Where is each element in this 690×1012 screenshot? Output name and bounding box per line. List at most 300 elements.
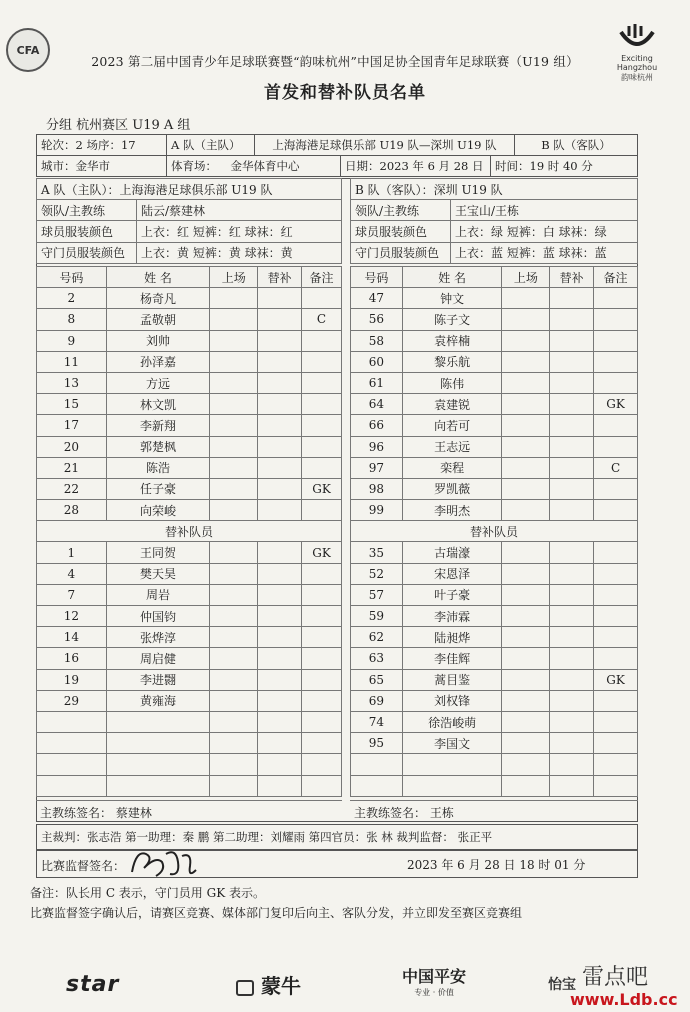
team-a-cell-note [302, 669, 342, 690]
team-b-cell-on [502, 478, 550, 499]
team-b-cell-no: 62 [351, 627, 403, 648]
team-a-cell-on [210, 351, 258, 372]
team-b-cell-on [502, 584, 550, 605]
team-b-cell-on [502, 690, 550, 711]
team-a-label: A 队（主队） [167, 135, 255, 156]
team-b-cell-name [402, 775, 502, 796]
team-b-cell-on [502, 627, 550, 648]
team-a-cell-name: 向荣峻 [106, 500, 210, 521]
team-a-cell-on [210, 542, 258, 563]
team-a-roster [36, 266, 342, 797]
team-b-label: B 队（客队） [515, 135, 638, 156]
team-b-sub-row [351, 584, 638, 605]
team-a-cell-name: 任子豪 [106, 478, 210, 499]
team-a-cell-note: GK [302, 478, 342, 499]
team-a-cell-sub [258, 648, 302, 669]
team-a-cell-no: 2 [37, 288, 107, 309]
team-a-cell-sub [258, 457, 302, 478]
team-a-cell-sub [258, 584, 302, 605]
team-b-cell-no: 99 [351, 500, 403, 521]
team-a-cell-note [302, 500, 342, 521]
team-b-cell-on [502, 288, 550, 309]
team-a-cell-on [210, 436, 258, 457]
team-a-cell-no: 28 [37, 500, 107, 521]
team-b-cell-name: 李明杰 [402, 500, 502, 521]
team-b-roster [350, 266, 638, 797]
team-a-cell-on [210, 457, 258, 478]
team-b-cell-note [594, 606, 638, 627]
team-b-cell-note [594, 733, 638, 754]
team-b-cell-name: 袁梓楠 [402, 330, 502, 351]
team-b-cell-note [594, 436, 638, 457]
team-a-cell-name: 张烨淳 [106, 627, 210, 648]
team-a-cell-name: 李进翾 [106, 669, 210, 690]
note-line-1: 备注：队长用 C 表示，守门员用 GK 表示。 [30, 886, 265, 900]
team-a-sub-row [37, 542, 342, 563]
team-b-cell-sub [550, 372, 594, 393]
team-a-cell-on [210, 478, 258, 499]
team-a-cell-name: 刘帅 [106, 330, 210, 351]
team-b-empty-row [351, 775, 638, 796]
team-b-cell-sub [550, 648, 594, 669]
team-b-empty-row [351, 754, 638, 775]
team-a-cell-sub [258, 627, 302, 648]
team-a-cell-note [302, 372, 342, 393]
hangzhou-logo-cn: 韵味杭州 [621, 73, 653, 82]
team-a-starter-row [37, 478, 342, 499]
team-a-cell-name: 方远 [106, 372, 210, 393]
team-b-cell-name: 栾程 [402, 457, 502, 478]
team-b-cell-on [502, 775, 550, 796]
team-b-cell-sub [550, 733, 594, 754]
team-a-cell-note [302, 330, 342, 351]
team-b-cell-sub [550, 288, 594, 309]
team-a-cell-name: 李新翔 [106, 415, 210, 436]
team-b-cell-name: 钟文 [402, 288, 502, 309]
team-a-col-4: 备注 [302, 267, 342, 288]
team-b-cell-note [594, 330, 638, 351]
team-a-cell-on [210, 648, 258, 669]
team-a-cell-name: 仲国钧 [106, 606, 210, 627]
team-a-starter-row [37, 309, 342, 330]
team-a-starter-row [37, 288, 342, 309]
team-b-col-3: 替补 [550, 267, 594, 288]
sponsor-star: star [66, 972, 120, 997]
hangzhou-logo-icon [615, 22, 659, 54]
team-b-cell-no: 60 [351, 351, 403, 372]
competition-title: 2023 第二届中国青少年足球联赛暨“韵味杭州”中国足协全国青年足球联赛（U19 组） [91, 54, 579, 69]
team-a-cell-sub [258, 606, 302, 627]
team-b-cell-on [502, 394, 550, 415]
team-b-cell-note [594, 754, 638, 775]
team-b-leader-label: 领队/主教练 [351, 200, 451, 221]
team-b-cell-no: 56 [351, 309, 403, 330]
matchup-cell: 上海海港足球俱乐部 U19 队—深圳 U19 队 [255, 135, 515, 156]
team-a-cell-sub [258, 330, 302, 351]
team-b-cell-sub [550, 457, 594, 478]
team-a-gk-kit-label: 守门员服装颜色 [37, 242, 137, 263]
team-b-cell-name: 刘权锋 [402, 690, 502, 711]
team-a-cell-note [302, 415, 342, 436]
team-a-cell-no: 1 [37, 542, 107, 563]
team-a-cell-no: 14 [37, 627, 107, 648]
team-b-cell-no [351, 754, 403, 775]
team-b-cell-note [594, 288, 638, 309]
team-b-starter-row [351, 330, 638, 351]
team-b-header: B 队（客队）：深圳 U19 队 [351, 179, 638, 200]
team-a-cell-sub [258, 500, 302, 521]
team-b-cell-no: 65 [351, 669, 403, 690]
team-a-cell-note [302, 775, 342, 796]
team-a-cell-sub [258, 436, 302, 457]
team-a-cell-sub [258, 711, 302, 732]
officials-line: 主裁判：张志浩 第一助理：秦 鹏 第二助理：刘耀雨 第四官员：张 林 裁判监督： 张正平 [36, 824, 638, 850]
team-b-cell-no: 95 [351, 733, 403, 754]
team-a-cell-on [210, 372, 258, 393]
team-b-cell-name: 徐浩峻萌 [402, 711, 502, 732]
team-b-cell-no: 59 [351, 606, 403, 627]
team-b-cell-sub [550, 775, 594, 796]
date-cell: 日期：2023 年 6 月 28 日 [341, 156, 491, 177]
team-a-cell-name: 周启健 [106, 648, 210, 669]
team-b-cell-name: 向若可 [402, 415, 502, 436]
team-a-header: A 队（主队）：上海海港足球俱乐部 U19 队 [37, 179, 342, 200]
team-a-cell-no: 12 [37, 606, 107, 627]
team-a-cell-note [302, 733, 342, 754]
team-b-cell-on [502, 733, 550, 754]
team-b-starter-row [351, 309, 638, 330]
team-a-cell-no [37, 775, 107, 796]
team-a-cell-sub [258, 542, 302, 563]
team-a-cell-name: 杨奇凡 [106, 288, 210, 309]
team-b-cell-name: 袁建锐 [402, 394, 502, 415]
team-b-gk-kit: 上衣：蓝 短裤：蓝 球袜：蓝 [451, 242, 638, 263]
team-a-starter-row [37, 436, 342, 457]
team-b-cell-name: 陈子文 [402, 309, 502, 330]
round-cell: 轮次：2 场序：17 [37, 135, 167, 156]
team-b-starter-row [351, 394, 638, 415]
sponsor-pingan-sub: 专业 · 价值 [414, 988, 454, 997]
team-a-cell-no: 8 [37, 309, 107, 330]
team-a-cell-no [37, 733, 107, 754]
signed-at: 2023 年 6 月 28 日 18 时 01 分 [407, 858, 586, 872]
team-a-empty-row [37, 754, 342, 775]
team-a-leader-label: 领队/主教练 [37, 200, 137, 221]
page-title: 首发和替补队员名单 [264, 83, 426, 103]
team-a-cell-sub [258, 415, 302, 436]
team-b-cell-on [502, 436, 550, 457]
team-a-cell-note [302, 690, 342, 711]
team-a-cell-name: 孟敬朝 [106, 309, 210, 330]
team-b-starter-row [351, 372, 638, 393]
team-a-starter-row [37, 394, 342, 415]
team-b-cell-sub [550, 330, 594, 351]
team-a-cell-sub [258, 775, 302, 796]
team-b-cell-no: 98 [351, 478, 403, 499]
team-b-cell-sub [550, 690, 594, 711]
team-b-cell-name: 李国文 [402, 733, 502, 754]
team-a-cell-name: 周岩 [106, 584, 210, 605]
team-a-col-1: 姓 名 [106, 267, 210, 288]
team-b-cell-note [594, 500, 638, 521]
team-a-empty-row [37, 711, 342, 732]
team-b-cell-note [594, 478, 638, 499]
team-b-cell-name: 罗凯薇 [402, 478, 502, 499]
team-b-sub-row [351, 669, 638, 690]
team-a-cell-sub [258, 733, 302, 754]
team-a-sub-row [37, 584, 342, 605]
team-b-cell-no: 35 [351, 542, 403, 563]
team-b-starter-row [351, 436, 638, 457]
team-a-starter-row [37, 457, 342, 478]
team-a-sub-row [37, 690, 342, 711]
team-a-cell-note [302, 627, 342, 648]
team-a-cell-name: 黄雍海 [106, 690, 210, 711]
team-a-starter-row [37, 330, 342, 351]
team-a-sub-row [37, 563, 342, 584]
team-b-cell-no: 58 [351, 330, 403, 351]
team-a-cell-sub [258, 754, 302, 775]
team-b-cell-note: GK [594, 394, 638, 415]
team-a-cell-note [302, 563, 342, 584]
team-b-cell-sub [550, 394, 594, 415]
team-a-cell-on [210, 690, 258, 711]
team-a-sub-row [37, 627, 342, 648]
sponsor-pingan [402, 964, 466, 998]
team-a-cell-on [210, 394, 258, 415]
team-b-cell-on [502, 330, 550, 351]
team-a-sub-row [37, 648, 342, 669]
team-b-starter-row [351, 457, 638, 478]
team-b-cell-name: 李沛霖 [402, 606, 502, 627]
team-a-cell-sub [258, 669, 302, 690]
team-b-starter-row [351, 478, 638, 499]
team-a-cell-note [302, 754, 342, 775]
team-a-cell-note [302, 288, 342, 309]
hangzhou-logo-en: Exciting Hangzhou [616, 54, 658, 72]
team-b-cell-note [594, 648, 638, 669]
team-b-subs-divider [351, 521, 638, 542]
team-b-col-1: 姓 名 [402, 267, 502, 288]
match-info-table [36, 134, 638, 156]
team-b-cell-no: 64 [351, 394, 403, 415]
team-b-cell-note [594, 542, 638, 563]
team-b-sub-row [351, 648, 638, 669]
team-b-sub-row [351, 733, 638, 754]
team-a-info [36, 178, 342, 264]
team-b-col-2: 上场 [502, 267, 550, 288]
team-b-subs-label: 替补队员 [351, 521, 638, 542]
team-a-cell-note: C [302, 309, 342, 330]
mengniu-icon [236, 980, 254, 996]
team-a-cell-name: 孙泽嘉 [106, 351, 210, 372]
team-a-cell-note [302, 606, 342, 627]
team-a-cell-note [302, 584, 342, 605]
team-b-cell-name: 蒿目鉴 [402, 669, 502, 690]
team-a-cell-on [210, 563, 258, 584]
team-a-cell-note [302, 711, 342, 732]
team-a-starter-row [37, 372, 342, 393]
team-b-cell-sub [550, 415, 594, 436]
team-b-cell-note [594, 775, 638, 796]
team-b-kit-label: 球员服装颜色 [351, 221, 451, 242]
team-b-cell-name: 古瑞濠 [402, 542, 502, 563]
time-cell: 时间：19 时 40 分 [491, 156, 638, 177]
team-b-cell-name: 李佳辉 [402, 648, 502, 669]
team-b-sub-row [351, 711, 638, 732]
team-b-cell-sub [550, 563, 594, 584]
team-b-cell-sub [550, 542, 594, 563]
team-a-cell-sub [258, 288, 302, 309]
team-b-cell-sub [550, 606, 594, 627]
team-a-cell-name: 陈浩 [106, 457, 210, 478]
team-a-cell-no: 4 [37, 563, 107, 584]
team-a-col-0: 号码 [37, 267, 107, 288]
team-b-cell-no: 57 [351, 584, 403, 605]
note-line-2: 比赛监督签字确认后，请赛区竞赛、媒体部门复印后向主、客队分发，并立即发至赛区竞赛组 [30, 906, 523, 920]
team-a-subs-divider [37, 521, 342, 542]
team-b-sub-row [351, 606, 638, 627]
team-b-cell-name: 陈伟 [402, 372, 502, 393]
team-a-cell-on [210, 309, 258, 330]
team-a-cell-name: 王同贺 [106, 542, 210, 563]
team-a-cell-note [302, 394, 342, 415]
team-a-kit: 上衣：红 短裤：红 球袜：红 [137, 221, 342, 242]
team-a-cell-note [302, 436, 342, 457]
team-a-cell-no: 11 [37, 351, 107, 372]
team-a-cell-on [210, 711, 258, 732]
team-b-sub-row [351, 542, 638, 563]
team-a-cell-on [210, 288, 258, 309]
team-b-cell-name: 叶子豪 [402, 584, 502, 605]
supervisor-signature [126, 846, 206, 882]
team-a-sub-row [37, 669, 342, 690]
team-b-cell-note: GK [594, 669, 638, 690]
team-a-cell-note [302, 457, 342, 478]
team-a-cell-no: 20 [37, 436, 107, 457]
team-b-sub-row [351, 563, 638, 584]
stadium-label: 体育场： [167, 156, 227, 177]
team-b-cell-on [502, 711, 550, 732]
team-b-coach-sign: 主教练签名： 王栋 [350, 800, 638, 822]
team-a-cell-on [210, 627, 258, 648]
team-b-cell-note [594, 627, 638, 648]
team-b-cell-no: 47 [351, 288, 403, 309]
team-a-cell-on [210, 754, 258, 775]
supervisor-label: 比赛监督签名： [41, 859, 126, 873]
team-a-starter-row [37, 351, 342, 372]
team-b-cell-no: 97 [351, 457, 403, 478]
team-a-cell-note [302, 351, 342, 372]
team-b-cell-on [502, 606, 550, 627]
team-a-cell-sub [258, 394, 302, 415]
team-a-cell-sub [258, 309, 302, 330]
team-b-starter-row [351, 288, 638, 309]
team-b-cell-note [594, 584, 638, 605]
stadium-cell: 金华体育中心 [227, 156, 341, 177]
team-a-cell-on [210, 733, 258, 754]
team-b-starter-row [351, 351, 638, 372]
team-a-cell-no [37, 711, 107, 732]
team-b-cell-sub [550, 754, 594, 775]
team-b-cell-no: 96 [351, 436, 403, 457]
team-a-cell-no: 13 [37, 372, 107, 393]
team-b-cell-note [594, 415, 638, 436]
team-a-starter-row [37, 500, 342, 521]
team-b-cell-note [594, 351, 638, 372]
team-b-kit: 上衣：绿 短裤：白 球袜：绿 [451, 221, 638, 242]
team-a-cell-on [210, 775, 258, 796]
team-b-starter-row [351, 415, 638, 436]
team-a-cell-note: GK [302, 542, 342, 563]
sponsor-mengniu [236, 970, 301, 999]
watermark-url: www.Ldb.cc [570, 990, 678, 1009]
team-b-info [350, 178, 638, 264]
team-b-column-header [351, 267, 638, 288]
team-b-cell-on [502, 542, 550, 563]
team-a-cell-no: 7 [37, 584, 107, 605]
team-a-cell-name: 郭楚枫 [106, 436, 210, 457]
team-a-cell-no: 29 [37, 690, 107, 711]
team-b-gk-kit-label: 守门员服装颜色 [351, 242, 451, 263]
team-b-cell-on [502, 669, 550, 690]
team-b-cell-name: 王志远 [402, 436, 502, 457]
team-a-col-2: 上场 [210, 267, 258, 288]
team-a-cell-on [210, 500, 258, 521]
team-a-cell-on [210, 415, 258, 436]
team-a-empty-row [37, 775, 342, 796]
team-a-coach-sign: 主教练签名： 蔡建林 [36, 800, 342, 822]
team-b-cell-sub [550, 500, 594, 521]
sponsor-yibao: 怡宝 [548, 977, 576, 993]
team-a-col-3: 替补 [258, 267, 302, 288]
team-b-cell-on [502, 309, 550, 330]
team-a-starter-row [37, 415, 342, 436]
team-a-cell-on [210, 584, 258, 605]
team-b-cell-on [502, 457, 550, 478]
team-b-cell-note [594, 372, 638, 393]
team-b-cell-sub [550, 627, 594, 648]
team-b-cell-sub [550, 669, 594, 690]
team-a-gk-kit: 上衣：黄 短裤：黄 球袜：黄 [137, 242, 342, 263]
team-b-cell-on [502, 500, 550, 521]
team-a-cell-name: 樊天昊 [106, 563, 210, 584]
team-b-cell-note [594, 711, 638, 732]
venue-table [36, 155, 638, 177]
team-a-cell-on [210, 606, 258, 627]
team-b-sub-row [351, 627, 638, 648]
team-a-cell-name [106, 733, 210, 754]
team-a-empty-row [37, 733, 342, 754]
team-b-cell-note [594, 309, 638, 330]
team-a-cell-no [37, 754, 107, 775]
team-b-cell-no: 63 [351, 648, 403, 669]
team-a-sub-row [37, 606, 342, 627]
team-a-cell-no: 17 [37, 415, 107, 436]
team-b-cell-no: 74 [351, 711, 403, 732]
team-a-kit-label: 球员服装颜色 [37, 221, 137, 242]
team-b-cell-name: 黎乐航 [402, 351, 502, 372]
cfa-logo [6, 28, 50, 72]
team-a-cell-note [302, 648, 342, 669]
cfa-logo-text: CFA [16, 43, 40, 57]
team-b-col-0: 号码 [351, 267, 403, 288]
team-a-leader: 陆云/蔡建林 [137, 200, 342, 221]
team-b-col-4: 备注 [594, 267, 638, 288]
team-b-cell-sub [550, 309, 594, 330]
team-b-cell-name: 宋恩泽 [402, 563, 502, 584]
team-a-cell-sub [258, 478, 302, 499]
